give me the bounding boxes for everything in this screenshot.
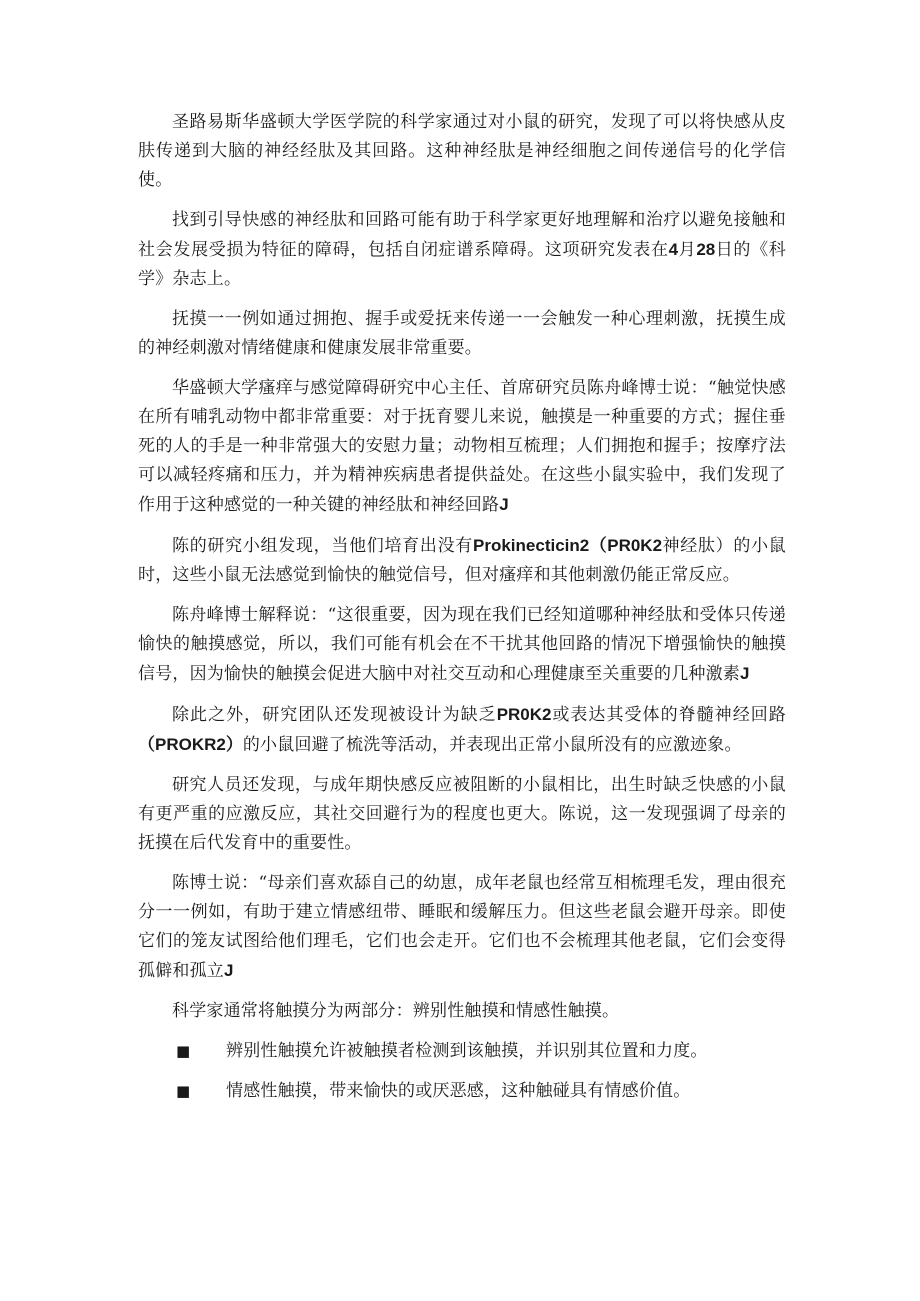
paragraph xyxy=(138,869,786,986)
text-run: 除此之外，研究团队还发现被设计为缺乏 xyxy=(172,705,497,725)
text-run: （PROKR2） xyxy=(138,735,243,754)
text-run: PR0K2 xyxy=(496,705,552,724)
text-run: 陈的研究小组发现，当他们培育出没有 xyxy=(172,536,474,556)
text-run: 科学家通常将触摸分为两部分：辨别性触摸和情感性触摸。 xyxy=(172,1001,620,1021)
list-item xyxy=(138,1077,786,1106)
paragraph xyxy=(138,771,786,858)
list-item-text: 辨别性触摸允许被触摸者检测到该触摸，并识别其位置和力度。 xyxy=(226,1041,708,1061)
paragraph xyxy=(138,531,786,590)
paragraph xyxy=(138,700,786,760)
text-run: 圣路易斯华盛顿大学医学院的科学家通过对小鼠的研究，发现了可以将快感从皮肤传递到大脑的神经经肽及其回路。这种神经肽是神经细胞之间传递信号的化学信使。 xyxy=(138,112,786,190)
text-run: 月 xyxy=(678,240,697,260)
text-run: 28 xyxy=(696,240,716,259)
text-run: 抚摸一一例如通过拥抱、握手或爱抚来传递一一会触发一种心理刺激，抚摸生成的神经刺激对情绪健康和健康发展非常重要。 xyxy=(138,309,786,358)
paragraph xyxy=(138,601,786,689)
article-body xyxy=(138,108,786,1117)
text-run: 找到引导快感的神经肽和回路可能有助于科学家更好地理解和治疗以避免接触和社会发展受损为特征的障碍，包括自闭症谱系障碍。这项研究发表在 xyxy=(138,210,786,260)
text-run: 陈舟峰博士解释说：“这很重要，因为现在我们已经知道哪种神经肽和受体只传递愉快的触摸感觉，所以，我们可能有机会在不干扰其他回路的情况下增强愉快的触摸信号，因为愉快的触摸会促进大脑中对社交互动和心理健康至关重要的几种激素 xyxy=(138,605,786,684)
text-run: J xyxy=(740,664,750,683)
square-bullet-icon: ■ xyxy=(176,1082,191,1100)
text-run: 神经肽）的小鼠时，这些小鼠无法感觉到愉快的触觉信号，但对瘙痒和其他刺激仍能正常反应。 xyxy=(138,536,786,585)
bullet-list xyxy=(138,1037,786,1106)
paragraph xyxy=(138,206,786,294)
text-run: 4 xyxy=(668,240,679,259)
text-run: 日的《科学》杂志上。 xyxy=(138,240,787,289)
text-run: 的小鼠回避了梳洗等活动，并表现出正常小鼠所没有的应激迹象。 xyxy=(242,735,742,755)
list-item-text: 情感性触摸，带来愉快的或厌恶感，这种触碰具有情感价值。 xyxy=(226,1081,691,1101)
text-run: J xyxy=(499,495,509,514)
paragraph xyxy=(138,108,786,195)
paragraph-list xyxy=(138,108,786,1026)
text-run: 陈博士说：“母亲们喜欢舔自己的幼崽，成年老鼠也经常互相梳理毛发，理由很充分一一例如，有助于建立情感纽带、睡眠和缓解压力。但这些老鼠会避开母亲。即使它们的笼友试图给他们理毛，它们也会走开。它们也不会梳理其他老鼠，它们会变得孤僻和孤立 xyxy=(138,873,786,981)
text-run: J xyxy=(224,961,234,980)
text-run: 或表达其受体的脊髓神经回路 xyxy=(551,705,786,725)
paragraph xyxy=(138,374,786,520)
square-bullet-icon: ■ xyxy=(176,1042,191,1060)
text-run: Prokinecticin2（PR0K2 xyxy=(473,536,663,555)
paragraph xyxy=(138,997,786,1026)
list-item xyxy=(138,1037,786,1066)
text-run: 华盛顿大学瘙痒与感觉障碍研究中心主任、首席研究员陈舟峰博士说：“触觉快感在所有哺乳动物中都非常重要：对于抚育婴儿来说，触摸是一种重要的方式；握住垂死的人的手是一种非常强大的安慰力量；动物相互梳理；人们拥抱和握手；按摩疗法可以减轻疼痛和压力，并为精神疾病患者提供益处。在这些小鼠实验中，我们发现了作用于这种感觉的一种关键的神经肽和神经回路 xyxy=(138,378,786,515)
text-run: 研究人员还发现，与成年期快感反应被阻断的小鼠相比，出生时缺乏快感的小鼠有更严重的应激反应，其社交回避行为的程度也更大。陈说，这一发现强调了母亲的抚摸在后代发育中的重要性。 xyxy=(138,775,786,853)
paragraph xyxy=(138,305,786,363)
